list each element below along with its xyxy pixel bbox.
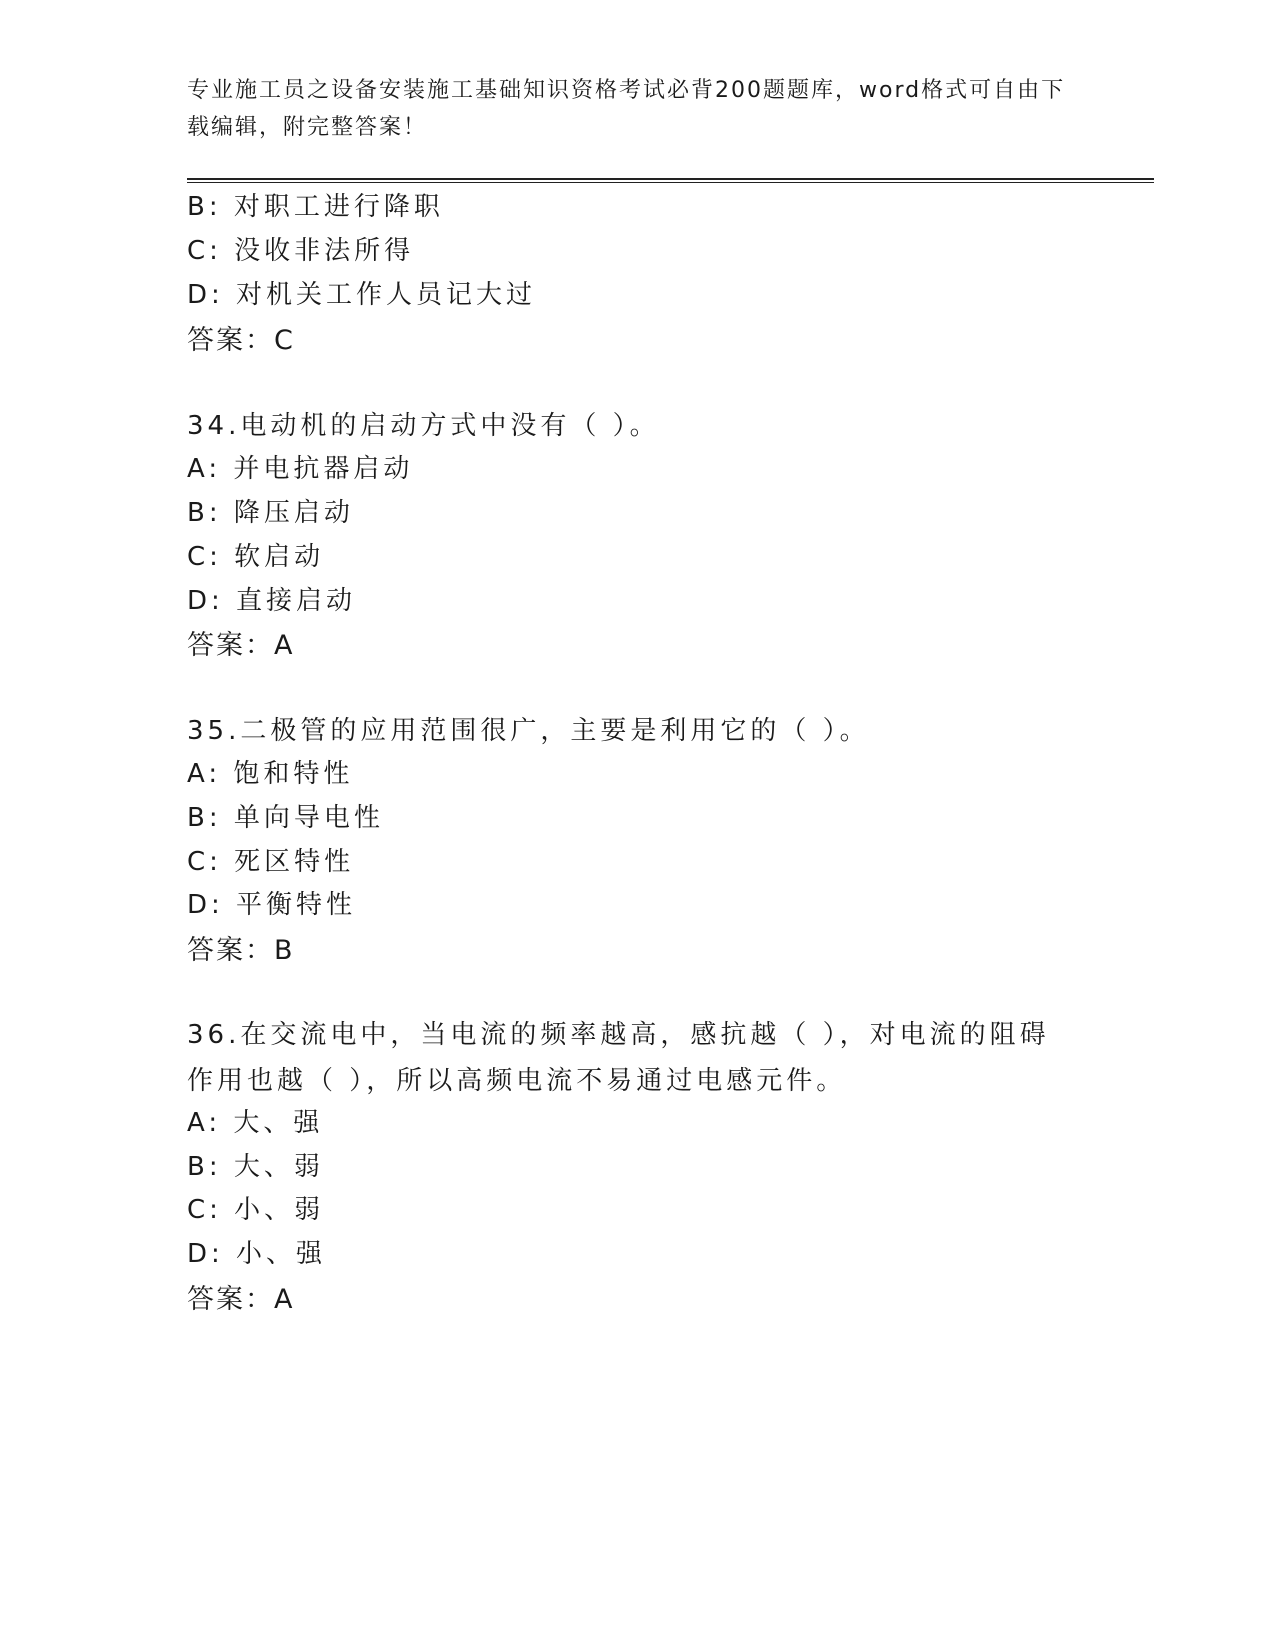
option-d: D: 对机关工作人员记大过 — [187, 280, 537, 310]
answer: 答案：B — [187, 935, 295, 966]
document-title: 专业施工员之设备安装施工基础知识资格考试必背200题题库，word格式可自由下载编辑，附完整答案！ — [187, 78, 1066, 140]
option-a: A: 大、强 — [187, 1108, 324, 1138]
option-c: C: 小、弱 — [187, 1195, 325, 1225]
question-stem: 35.二极管的应用范围很广，主要是利用它的（ ）。 — [187, 716, 870, 746]
option-d: D: 直接启动 — [187, 586, 357, 616]
answer: 答案：A — [187, 1284, 295, 1315]
option-c: C: 死区特性 — [187, 847, 355, 877]
option-b: B: 单向导电性 — [187, 803, 384, 833]
option-d: D: 小、强 — [187, 1239, 327, 1269]
header-divider — [187, 178, 1154, 183]
option-a: A: 并电抗器启动 — [187, 454, 414, 484]
option-d: D: 平衡特性 — [187, 890, 357, 920]
option-b: B: 对职工进行降职 — [187, 192, 444, 222]
question-stem: 36.在交流电中，当电流的频率越高，感抗越（ ），对电流的阻碍作用也越（ ），所以高频电流不易通过电感元件。 — [187, 1020, 1050, 1096]
answer: 答案：A — [187, 630, 295, 661]
answer: 答案：C — [187, 325, 295, 356]
option-c: C: 软启动 — [187, 542, 325, 572]
option-b: B: 降压启动 — [187, 498, 354, 528]
question-stem: 34.电动机的启动方式中没有（ ）。 — [187, 411, 660, 441]
option-a: A: 饱和特性 — [187, 759, 354, 789]
option-c: C: 没收非法所得 — [187, 236, 415, 266]
option-b: B: 大、弱 — [187, 1152, 324, 1182]
